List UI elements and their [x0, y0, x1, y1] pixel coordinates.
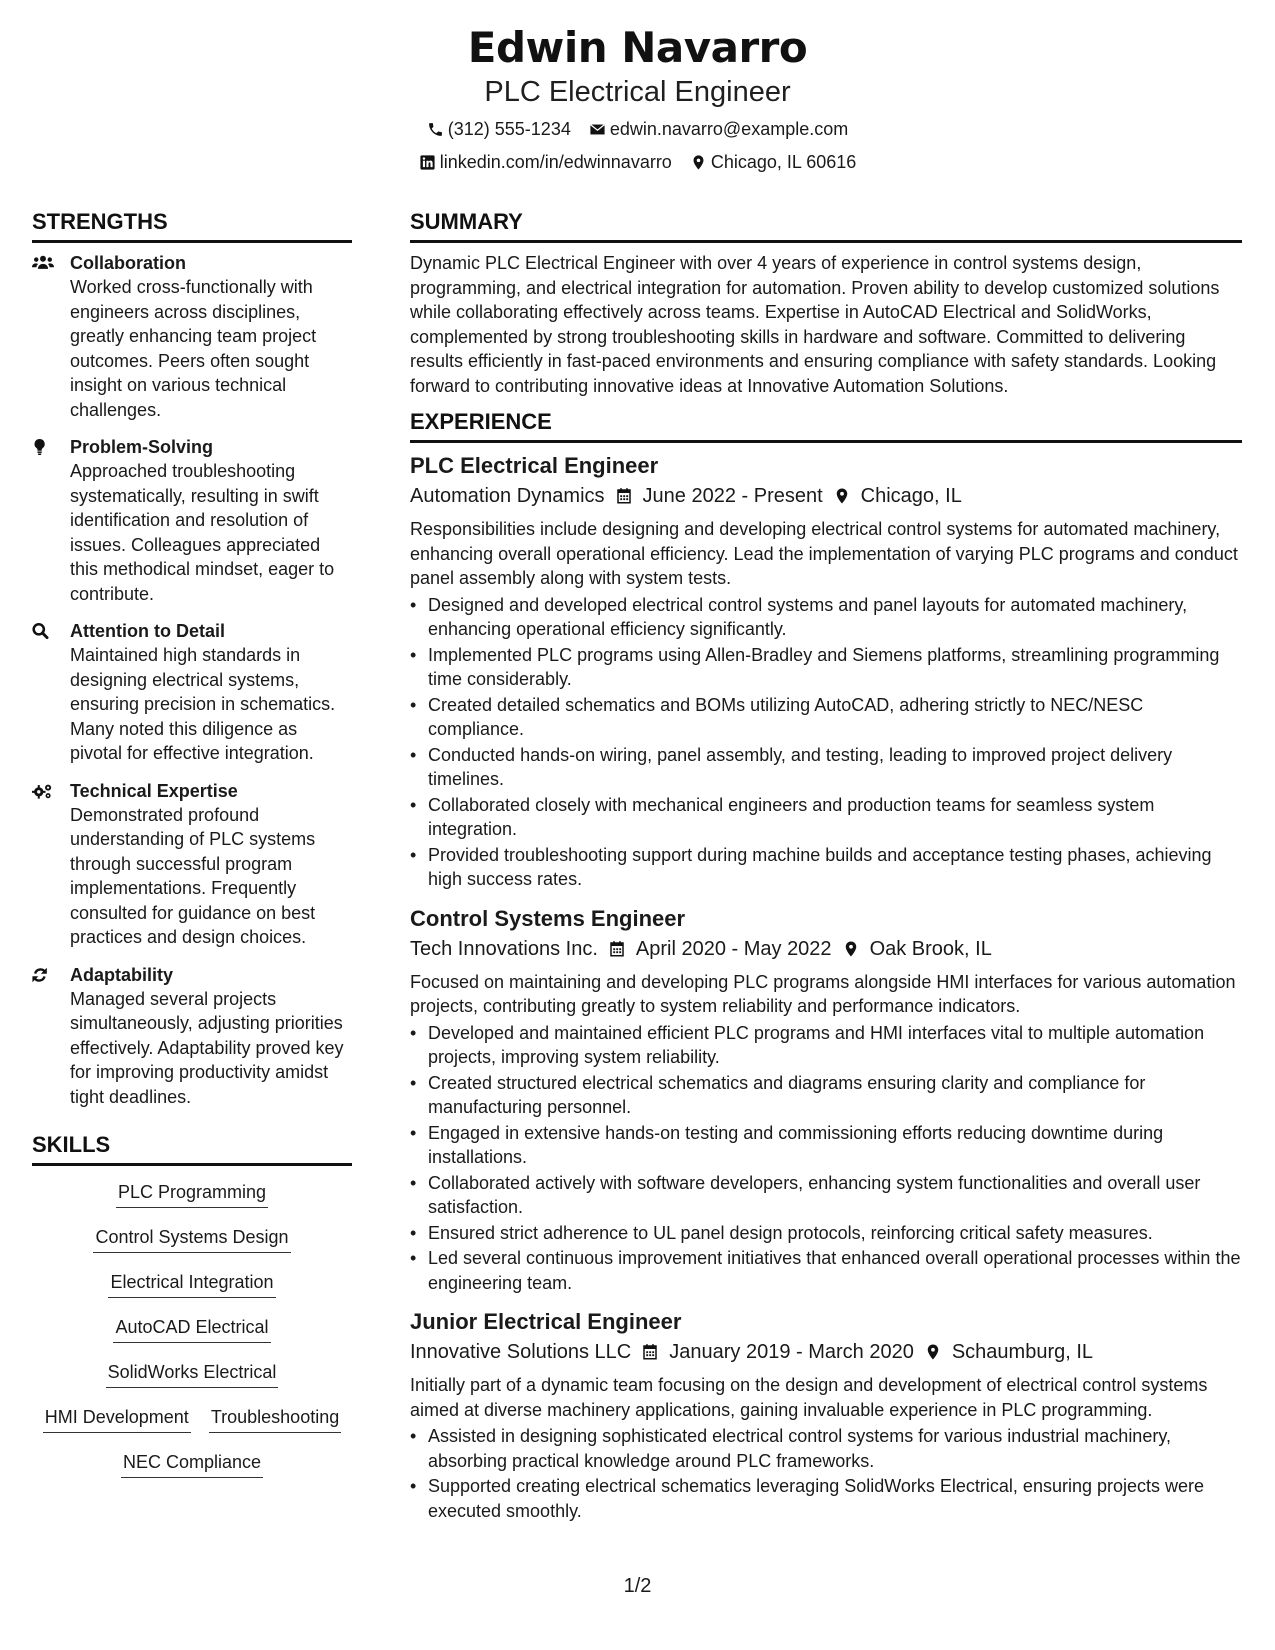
strength-desc: Demonstrated profound understanding of PLC systems through successful program implementations. Frequently consulted for guidance on best practices and design choices. [70, 804, 316, 947]
job-bullet: • Developed and maintained efficient PLC programs and HMI interfaces vital to multiple automation projects, improving system reliability. [428, 1021, 1242, 1070]
job-dates: January 2019 - March 2020 [669, 1341, 914, 1363]
skill-tag: HMI Development [43, 1405, 191, 1433]
job-entry [410, 1307, 1242, 1523]
job-dates: April 2020 - May 2022 [635, 937, 832, 960]
strength-item [32, 779, 352, 950]
summary-heading: SUMMARY [410, 208, 1242, 243]
job-meta [410, 481, 1242, 511]
contact-row-2 [0, 150, 1275, 174]
skill-tag: Troubleshooting [209, 1405, 341, 1433]
gears-icon [32, 781, 54, 801]
job-bullet: • Provided troubleshooting support during machine builds and acceptance testing phases, achieving high success rates. [428, 843, 1242, 892]
page-number: 1/2 [623, 1575, 652, 1597]
map-pin-icon [833, 487, 851, 505]
job-bullet: • Designed and developed electrical control systems and panel layouts for automated machinery, enhancing operational efficiency significantly. [428, 593, 1242, 642]
skill-tag: Electrical Integration [108, 1270, 275, 1298]
skills-heading: SKILLS [32, 1131, 352, 1166]
skill-list [32, 1174, 352, 1478]
job-entry [410, 451, 1242, 892]
contact-row-1 [0, 117, 1275, 141]
lightbulb-icon [32, 437, 54, 457]
job-bullet: • Supported creating electrical schematics leveraging SolidWorks Electrical, ensuring projects were executed smoothly. [428, 1474, 1242, 1523]
email-text[interactable]: edwin.navarro@example.com [609, 119, 849, 139]
strength-desc: Managed several projects simultaneously, adjusting priorities effectively. Adaptability proved key for improving productivity amidst tight deadlines. [70, 988, 344, 1107]
resume-header [0, 22, 1275, 174]
job-bullet: • Ensured strict adherence to UL panel design protocols, reinforcing critical safety measures. [428, 1221, 1242, 1246]
left-column [32, 208, 352, 1495]
location-contact [690, 150, 856, 174]
job-location: Oak Brook, IL [869, 937, 992, 960]
strength-item [32, 251, 352, 422]
job-meta [410, 934, 1242, 964]
experience-section [410, 408, 1242, 1523]
job-bullets [410, 1021, 1242, 1296]
job-dates: June 2022 - Present [642, 485, 823, 507]
linkedin-contact[interactable] [419, 150, 672, 174]
linkedin-text[interactable]: linkedin.com/in/edwinnavarro [439, 152, 672, 172]
job-company: Tech Innovations Inc. [410, 937, 598, 960]
job-bullet: • Collaborated closely with mechanical engineers and production teams for seamless system integration. [428, 793, 1242, 842]
candidate-title: PLC Electrical Engineer [484, 76, 791, 108]
strength-desc: Worked cross-functionally with engineers across disciplines, greatly enhancing team project outcomes. Peers often sought insight on various technical challenges. [70, 277, 317, 420]
envelope-icon [589, 121, 606, 138]
job-entry [410, 904, 1242, 1296]
job-bullet: • Conducted hands-on wiring, panel assembly, and testing, leading to improved project delivery timelines. [428, 743, 1242, 792]
job-description: Focused on maintaining and developing PLC programs alongside HMI interfaces for various automation projects, contributing greatly to system reliability and performance indicators. [410, 971, 1236, 1016]
skill-tag: SolidWorks Electrical [106, 1360, 279, 1388]
calendar-icon [641, 1343, 659, 1361]
job-title: Control Systems Engineer [410, 905, 686, 931]
job-company: Innovative Solutions LLC [410, 1341, 632, 1363]
calendar-icon [608, 940, 626, 958]
location-text: Chicago, IL 60616 [710, 152, 857, 172]
phone-text: (312) 555-1234 [447, 119, 571, 139]
job-list [410, 451, 1242, 1523]
job-bullet: • Created structured electrical schematics and diagrams ensuring clarity and compliance for manufacturing personnel. [428, 1071, 1242, 1120]
summary-text: Dynamic PLC Electrical Engineer with over 4 years of experience in control systems design, programming, and electrical integration for automation. Proven ability to develop customized solutions while collaborating effectively across teams. Expertise in AutoCAD Electrical and SolidWorks, complemented by strong troubleshooting skills in hardware and software. Committed to delivering results efficiently in fast-paced environments and ensuring compliance with safety standards. Looking forward to contributing innovative ideas at Innovative Automation Solutions. [410, 253, 1220, 396]
strength-item [32, 963, 352, 1110]
strength-title: Technical Expertise [70, 780, 238, 801]
strength-title: Attention to Detail [70, 621, 225, 641]
phone-contact [427, 117, 571, 141]
skill-tag: NEC Compliance [121, 1450, 263, 1478]
linkedin-icon [419, 154, 436, 171]
job-company: Automation Dynamics [410, 485, 605, 507]
map-pin-icon [690, 154, 707, 171]
job-bullet: • Collaborated actively with software developers, enhancing system functionalities and overall user satisfaction. [428, 1171, 1242, 1220]
job-bullet: • Engaged in extensive hands-on testing and commissioning efforts reducing downtime during installations. [428, 1121, 1242, 1170]
job-bullet: • Created detailed schematics and BOMs utilizing AutoCAD, adhering strictly to NEC/NESC compliance. [428, 693, 1242, 742]
refresh-icon [32, 965, 54, 985]
job-bullets [410, 1424, 1242, 1523]
phone-icon [427, 121, 444, 138]
job-location: Chicago, IL [860, 485, 962, 507]
job-title: Junior Electrical Engineer [410, 1309, 682, 1334]
job-location: Schaumburg, IL [951, 1341, 1094, 1363]
candidate-name: Edwin Navarro [467, 23, 808, 72]
skill-tag: AutoCAD Electrical [113, 1315, 270, 1343]
map-pin-icon [842, 940, 860, 958]
email-contact[interactable] [589, 117, 848, 141]
skill-tag: Control Systems Design [93, 1225, 290, 1253]
job-description: Responsibilities include designing and developing electrical control systems for automated machinery, enhancing overall operational efficiency. Lead the implementation of varying PLC programs and conduct panel assembly along with system tests. [410, 519, 1238, 588]
job-bullet: • Implemented PLC programs using Allen-Bradley and Siemens platforms, streamlining programming time considerably. [428, 643, 1242, 692]
strength-title: Problem-Solving [70, 437, 214, 457]
map-pin-icon [924, 1343, 942, 1361]
calendar-icon [615, 487, 633, 505]
strength-item [32, 435, 352, 606]
job-description: Initially part of a dynamic team focusing on the design and development of electrical control systems aimed at diverse machinery applications, gaining invaluable experience in PLC programming. [410, 1375, 1208, 1420]
skill-tag: PLC Programming [116, 1180, 268, 1208]
strengths-heading: STRENGTHS [32, 208, 352, 243]
strength-desc: Maintained high standards in designing electrical systems, ensuring precision in schematics. Many noted this diligence as pivotal for effective integration. [70, 645, 336, 763]
job-meta [410, 1337, 1242, 1367]
experience-heading: EXPERIENCE [410, 408, 1242, 443]
job-bullet: • Assisted in designing sophisticated electrical control systems for various industrial machinery, absorbing practical knowledge around PLC frameworks. [428, 1424, 1242, 1473]
strength-title: Adaptability [70, 964, 174, 985]
job-bullets [410, 593, 1242, 892]
right-column [410, 208, 1242, 1535]
users-icon [32, 253, 54, 273]
strength-title: Collaboration [70, 253, 186, 273]
job-bullet: • Led several continuous improvement initiatives that enhanced overall operational processes within the engineering team. [428, 1246, 1242, 1295]
strength-desc: Approached troubleshooting systematically, resulting in swift identification and resolution of issues. Colleagues appreciated this methodical mindset, eager to contribute. [70, 461, 335, 604]
search-icon [32, 621, 54, 641]
skills-section [32, 1131, 352, 1478]
strength-item [32, 619, 352, 766]
job-title: PLC Electrical Engineer [410, 453, 659, 478]
